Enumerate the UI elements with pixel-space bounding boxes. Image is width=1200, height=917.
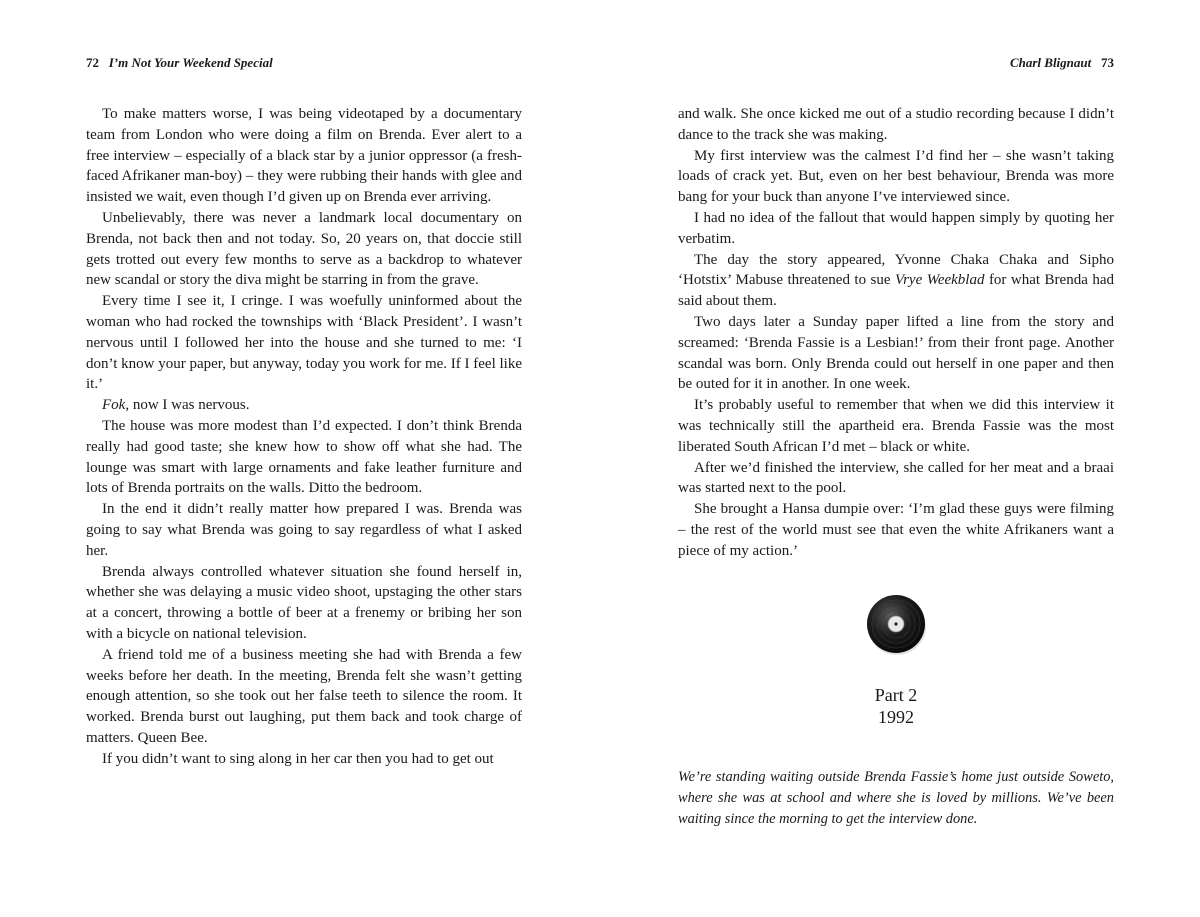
part-label: Part 2 <box>874 685 918 705</box>
part-heading <box>678 684 1114 728</box>
paragraph: Unbelievably, there was never a landmark local documentary on Brenda, not back then and not today. So, 20 years on, that doccie still gets trotted out every few months to serve as a backdrop to whatever new scandal or story the diva might be starring in from the grave. <box>86 209 522 289</box>
left-running-title: I’m Not Your Weekend Special <box>108 55 273 70</box>
paragraph: In the end it didn’t really matter how prepared I was. Brenda was going to say what Brenda was going to say regardless of what I asked her. <box>86 501 522 559</box>
right-running-header <box>678 54 1114 72</box>
paragraph: The house was more modest than I’d expected. I don’t think Brenda really had good taste; she knew how to show off what she had. The lounge was smart with large ornaments and fake leather furniture and lots of Brenda portraits on the walls. Ditto the bedroom. <box>86 417 522 497</box>
paragraph: If you didn’t want to sing along in her car then you had to get out <box>102 750 494 767</box>
paragraph: Every time I see it, I cringe. I was woefully uninformed about the woman who had rocked the townships with ‘Black President’. I wasn’t nervous until I followed her into the house and she turned to me: ‘I don’t know your paper, but anyway, today you work for me. If I feel like it.’ <box>86 293 522 393</box>
paragraph: and walk. She once kicked me out of a studio recording because I didn’t dance to the track she was making. <box>678 106 1114 143</box>
left-page-number: 72 <box>86 55 99 70</box>
left-running-header <box>86 54 522 72</box>
part-year: 1992 <box>878 707 914 727</box>
paragraph: The day the story appeared, Yvonne Chaka Chaka and Sipho ‘Hotstix’ Mabuse threatened to sue Vrye Weekblad for what Brenda had said about them. <box>678 251 1114 310</box>
paragraph: To make matters worse, I was being videotaped by a documentary team from London who were doing a film on Brenda. Ever alert to a free interview – especially of a black star by a junior oppressor (a fresh-faced Afrikaner man-boy) – they were rubbing their hands with glee and insisted we wait, even though I’d given up on Brenda ever arriving. <box>86 106 522 206</box>
vinyl-record-icon <box>865 593 927 655</box>
paragraph: Two days later a Sunday paper lifted a line from the story and screamed: ‘Brenda Fassie is a Lesbian!’ from their front page. Another scandal was born. Only Brenda could out herself in one paper and then be outed for it in another. In one week. <box>678 313 1114 393</box>
paragraph: It’s probably useful to remember that when we did this interview it was technically still the apartheid era. Brenda Fassie was the most liberated South African I’d met – black or white. <box>678 397 1114 455</box>
part-intro-text: We’re standing waiting outside Brenda Fassie’s home just outside Soweto, where she was at school and where she is loved by millions. We’ve been waiting since the morning to get the interview done. <box>678 769 1114 827</box>
right-page-number: 73 <box>1101 55 1114 70</box>
right-body-text <box>678 104 1114 562</box>
paragraph: After we’d finished the interview, she called for her meat and a braai was started next to the pool. <box>678 459 1114 497</box>
left-page <box>86 0 522 917</box>
paragraph: My first interview was the calmest I’d find her – she wasn’t taking loads of crack yet. But, even on her best behaviour, Brenda was more bang for your buck than anyone I’ve interviewed since. <box>678 147 1114 206</box>
paragraph: Brenda always controlled whatever situation she found herself in, whether she was delaying a music video shoot, upstaging the other stars at a concert, throwing a bottle of beer at a frenemy or bribing her son with a bicycle on national television. <box>86 563 522 642</box>
left-body-text <box>86 104 522 770</box>
right-page <box>678 0 1114 917</box>
paragraph: A friend told me of a business meeting she had with Brenda a few weeks before her death. In the meeting, Brenda felt she wasn’t getting enough attention, so she took out her false teeth to silence the room. It worked. Brenda burst out laughing, put them back and took charge of matters. Queen Bee. <box>86 646 522 746</box>
paragraph: I had no idea of the fallout that would happen simply by quoting her verbatim. <box>678 209 1114 247</box>
paragraph: Fok, now I was nervous. <box>102 397 250 414</box>
paragraph: She brought a Hansa dumpie over: ‘I’m glad these guys were filming – the rest of the world must see that even the white Afrikaners want a piece of my action.’ <box>678 501 1114 559</box>
right-running-title: Charl Blignaut <box>1009 55 1092 70</box>
